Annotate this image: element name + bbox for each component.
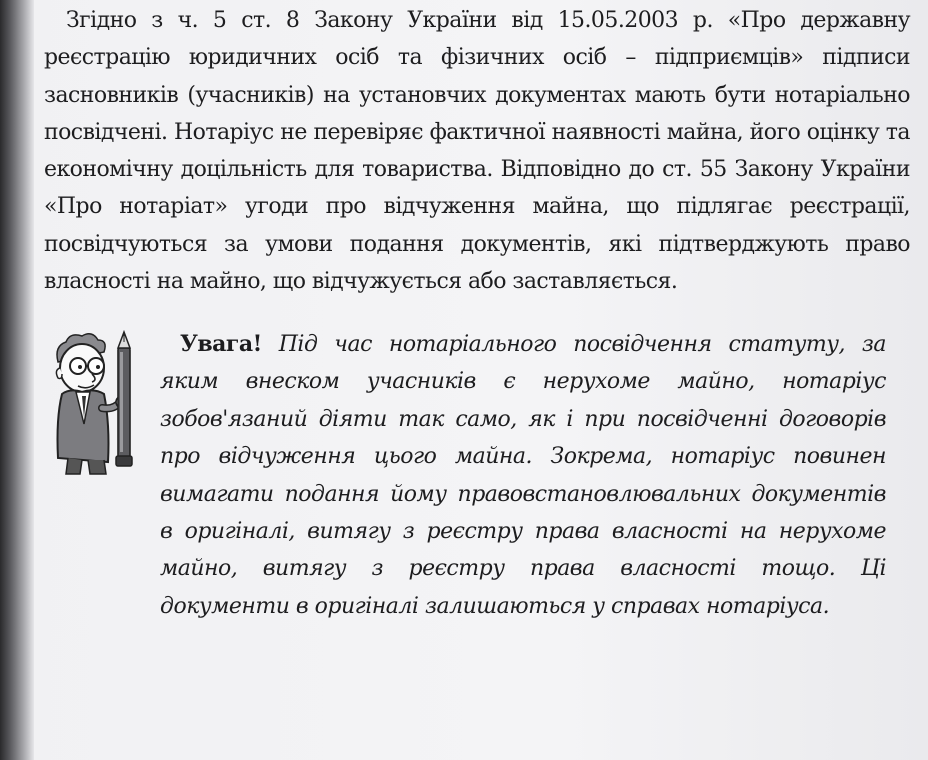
attention-note [44, 322, 914, 632]
attention-body: Під час нотаріального посвідчення статуту, за яким внеском учасників є нерухоме майно, нотаріус зобов'язаний діяти так само, як і при посвідченні договорів про відчуження цього майна. Зокрема, нотаріус повинен вимагати подання йому правовстановлювальних документів в оригіналі, витягу з реєстру права власності на нерухоме майно, витягу з реєстру права власності тощо. Ці документи в оригіналі залишаються у справах нотаріуса. [160, 332, 887, 619]
main-paragraph: Згідно з ч. 5 ст. 8 Закону України від 15.05.2003 р. «Про державну реєстрацію юридичних осіб та фізичних осіб – підприємців» підписи засновників (учасників) на установчих документах мають бути нотаріально посвідчені. Нотаріус не перевіряє фактичної наявності майна, його оцінку та економічну доцільність для товариства. Відповідно до ст. 55 Закону України «Про нотаріат» угоди про відчуження майна, що підлягає реєстрації, посвідчуються за умови подання документів, які підтверджують право власності на майно, що відчужується або заставляється. [44, 8, 910, 295]
book-spine-shadow [0, 0, 34, 760]
professor-with-pen-icon [48, 328, 150, 480]
attention-note-text [160, 326, 886, 625]
attention-label: Увага! [180, 331, 262, 357]
